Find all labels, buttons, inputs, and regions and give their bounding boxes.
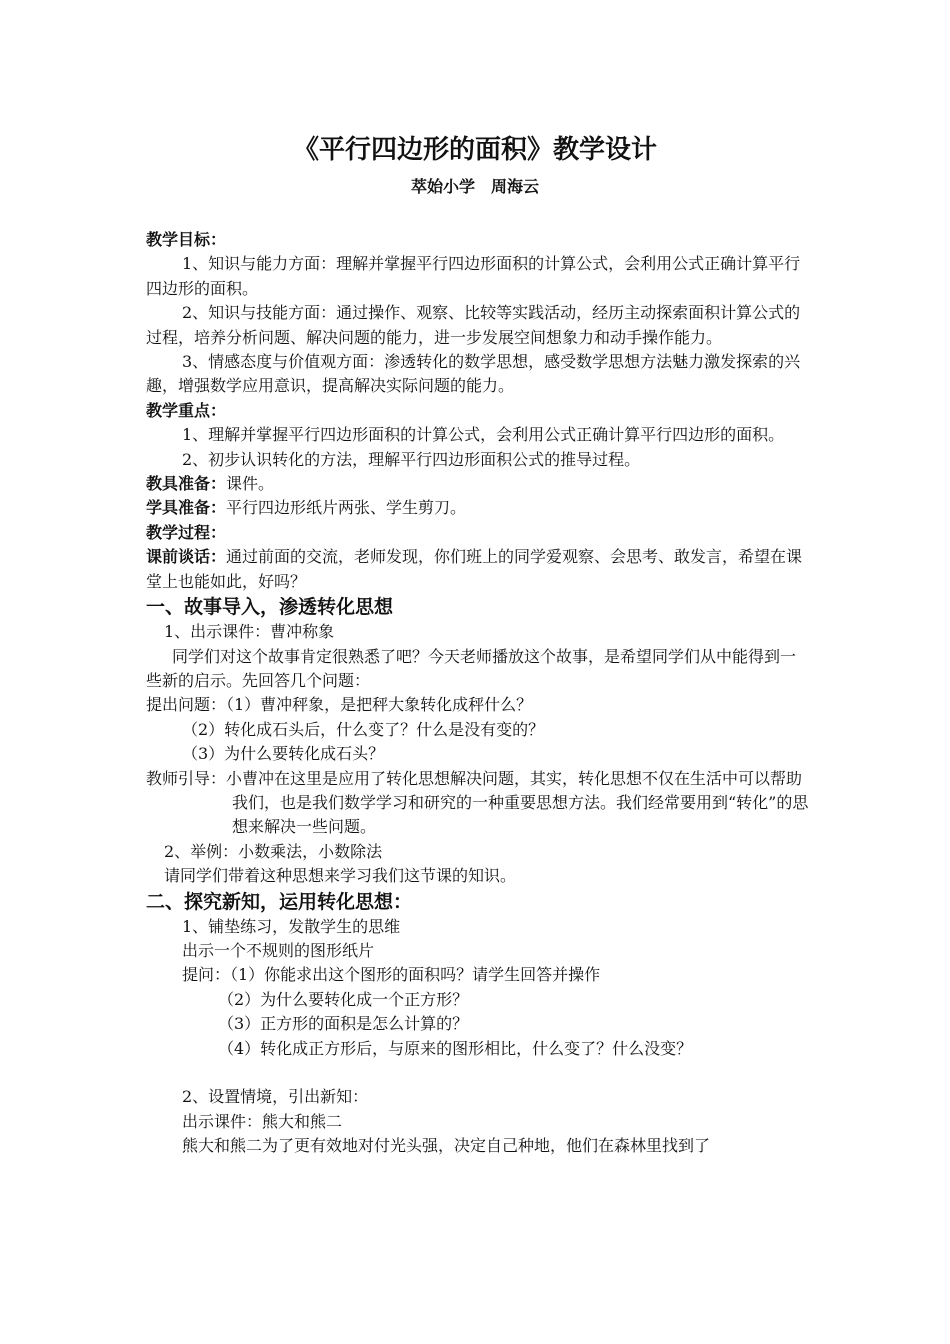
- pre-talk: [146, 545, 810, 594]
- section-1-question-1: 提出问题：（1）曹冲秤象，是把秤大象转化成秤什么？: [146, 695, 533, 715]
- section-2-item-2: 2、设置情境，引出新知：: [182, 1087, 369, 1107]
- teacher-tools-value: 课件。: [226, 474, 275, 494]
- student-tools: [146, 496, 810, 520]
- student-tools-label: 学具准备：: [146, 498, 227, 518]
- pre-talk-value: 通过前面的交流，老师发现，你们班上的同学爱观察、会思考、敢发言，希望在课堂上也能如此，好吗？: [146, 547, 803, 591]
- section-1-closing: 请同学们带着这种思想来学习我们这节课的知识。: [164, 866, 517, 886]
- section-2-story: 熊大和熊二为了更有效地对付光头强，决定自己种地，他们在森林里找到了: [182, 1136, 711, 1156]
- section-1-item-1: 1、出示课件：曹冲称象: [164, 622, 335, 642]
- section-1-teacher-guide: 教师引导：小曹冲在这里是应用了转化思想解决问题，其实，转化思想不仅在生活中可以帮助我们，也是我们数学学习和研究的一种重要思想方法。我们经常要用到“转化”的思想来解决一些问题。: [146, 768, 809, 837]
- objectives-heading: 教学目标：: [146, 230, 227, 249]
- teacher-tools: [146, 472, 810, 496]
- pre-talk-label: 课前谈话：: [146, 547, 227, 567]
- key-points-heading: 教学重点：: [146, 400, 227, 420]
- blank-line: [146, 1061, 810, 1085]
- key-point-2: 2、初步认识转化的方法，理解平行四边形面积公式的推导过程。: [182, 449, 641, 469]
- process-heading: 教学过程：: [146, 522, 227, 542]
- section-2-ask-3: （3）正方形的面积是怎么计算的？: [218, 1014, 469, 1034]
- section-2-ask-2: （2）为什么要转化成一个正方形？: [218, 989, 469, 1009]
- document-author: 萃始小学 周海云: [410, 177, 539, 196]
- section-2-show-courseware: 出示课件：熊大和熊二: [182, 1111, 343, 1131]
- section-2-show-shape: 出示一个不规则的图形纸片: [182, 940, 375, 960]
- section-1-question-3: （3）为什么要转化成石头？: [182, 744, 385, 764]
- student-tools-value: 平行四边形纸片两张、学生剪刀。: [226, 498, 467, 518]
- section-2-ask-1: 提问：（1）你能求出这个图形的面积吗？请学生回答并操作: [182, 965, 601, 985]
- objective-2: 2、知识与技能方面：通过操作、观察、比较等实践活动，经历主动探索面积计算公式的过程，培养分析问题、解决问题的能力，进一步发展空间想象力和动手操作能力。: [146, 303, 801, 347]
- key-point-1: 1、理解并掌握平行四边形面积的计算公式，会利用公式正确计算平行四边形的面积。: [182, 425, 785, 445]
- section-2-ask-4: （4）转化成正方形后，与原来的图形相比，什么变了？什么没变？: [218, 1038, 693, 1058]
- objective-1: 1、知识与能力方面：理解并掌握平行四边形面积的计算公式，会利用公式正确计算平行四边形的面积。: [146, 254, 801, 298]
- section-1-item-2: 2、举例：小数乘法，小数除法: [164, 841, 383, 861]
- section-1-question-2: （2）转化成石头后，什么变了？什么是没有变的？: [182, 719, 545, 739]
- section-1-heading: 一、故事导入，渗透转化思想: [146, 596, 394, 619]
- teacher-tools-label: 教具准备：: [146, 474, 227, 494]
- section-2-heading: 二、探究新知，运用转化思想：: [146, 890, 413, 913]
- section-2-item-1: 1、铺垫练习，发散学生的思维: [182, 916, 401, 936]
- document-body: [146, 228, 810, 1159]
- section-1-paragraph: 同学们对这个故事肯定很熟悉了吧？今天老师播放这个故事，是希望同学们从中能得到一些新的启示。先回答几个问题：: [146, 646, 797, 690]
- objective-3: 3、情感态度与价值观方面：渗透转化的数学思想，感受数学思想方法魅力激发探索的兴趣，增强数学应用意识，提高解决实际问题的能力。: [146, 352, 801, 396]
- document-title: 《平行四边形的面积》教学设计: [292, 135, 657, 165]
